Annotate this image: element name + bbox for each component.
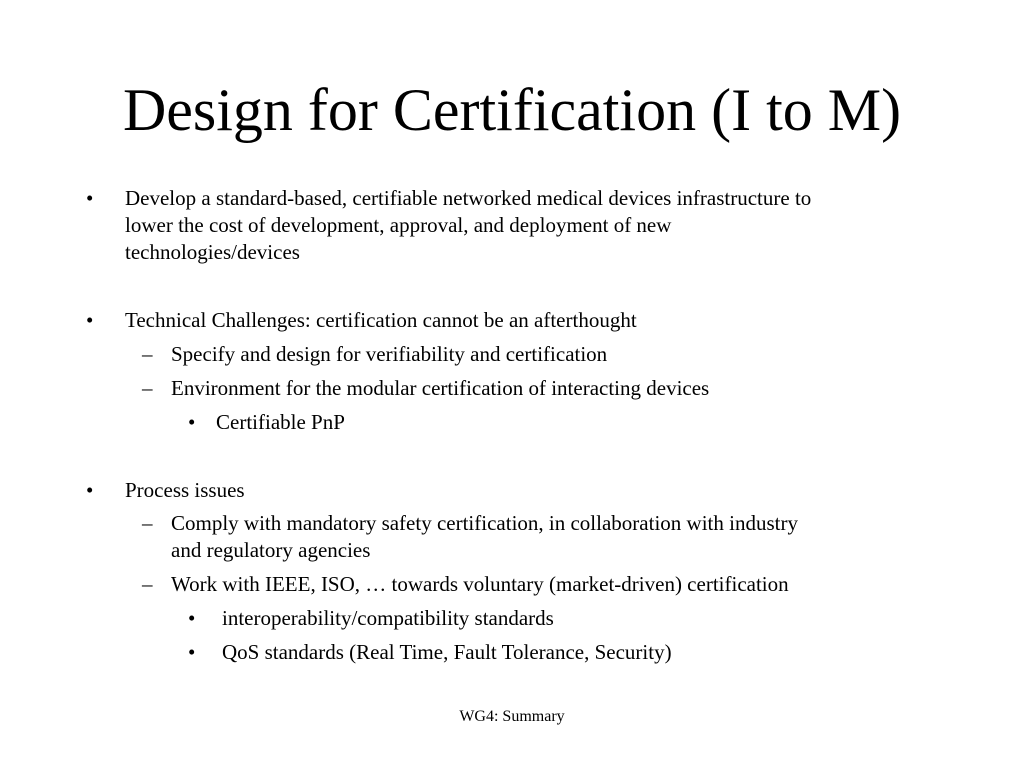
bullet-marker: •: [86, 308, 94, 332]
sub-bullet-3-2: Work with IEEE, ISO, … towards voluntary (market-driven) certification: [171, 572, 789, 596]
sub-sub-bullet-marker: •: [188, 640, 196, 664]
sub-bullet-marker: –: [142, 342, 153, 366]
bullet-2-line-1: Technical Challenges: certification cannot be an afterthought: [125, 308, 637, 332]
sub-sub-bullet-marker: •: [188, 606, 196, 630]
sub-bullet-2-2: Environment for the modular certification of interacting devices: [171, 376, 710, 400]
sub-bullet-marker: –: [142, 511, 153, 535]
slide-footer: WG4: Summary: [459, 708, 565, 725]
sub-sub-bullet-3-2-1: interoperability/compatibility standards: [222, 606, 554, 630]
sub-bullet-marker: –: [142, 376, 153, 400]
bullet-marker: •: [86, 478, 94, 502]
bullet-1-line-3: technologies/devices: [125, 240, 300, 264]
bullet-1-line-1: Develop a standard-based, certifiable networked medical devices infrastructure to: [125, 186, 812, 210]
sub-bullet-2-1: Specify and design for verifiability and certification: [171, 342, 608, 366]
sub-bullet-marker: –: [142, 572, 153, 596]
sub-bullet-3-1-line-2: and regulatory agencies: [171, 538, 371, 562]
sub-sub-bullet-3-2-2: QoS standards (Real Time, Fault Tolerance, Security): [222, 640, 672, 664]
sub-sub-bullet-marker: •: [188, 410, 196, 434]
bullet-3-line-1: Process issues: [125, 478, 245, 502]
sub-bullet-3-1-line-1: Comply with mandatory safety certification, in collaboration with industry: [171, 511, 798, 535]
slide-title: Design for Certification (I to M): [122, 77, 902, 143]
bullet-marker: •: [86, 186, 94, 210]
sub-sub-bullet-2-2-1: Certifiable PnP: [216, 410, 345, 434]
bullet-1-line-2: lower the cost of development, approval, and deployment of new: [125, 213, 672, 237]
